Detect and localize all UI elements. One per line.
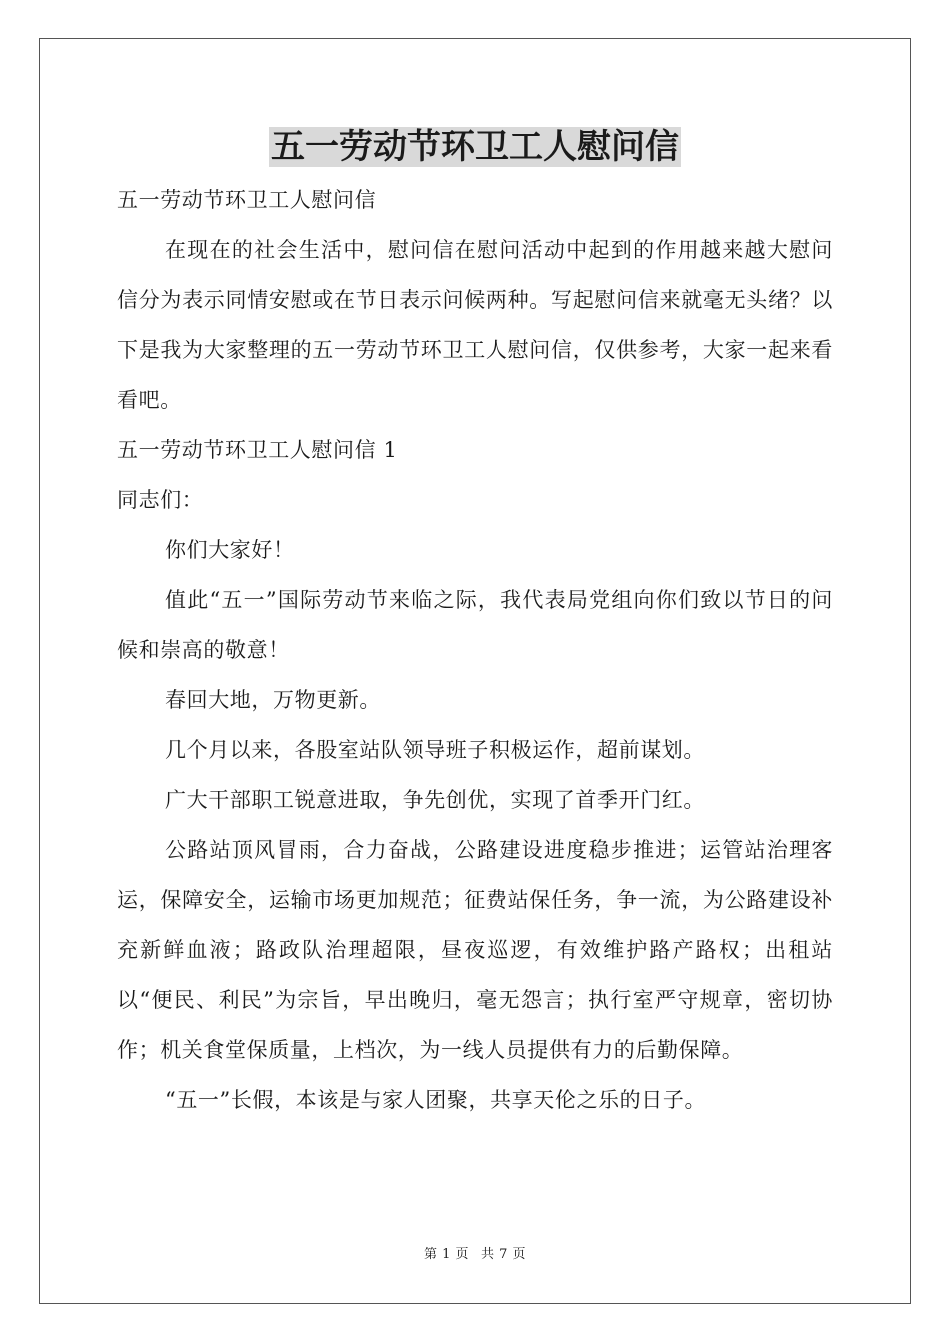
holiday-paragraph: “五一”长假，本该是与家人团聚，共享天伦之乐的日子。 <box>165 1088 707 1112</box>
page-number: 第 1 页 <box>423 1247 469 1262</box>
subtitle-paragraph: 五一劳动节环卫工人慰问信 <box>117 188 377 212</box>
page-footer <box>0 1246 950 1264</box>
departments-paragraph: 公路站顶风冒雨，合力奋战，公路建设进度稳步推进；运管站治理客运，保障安全，运输市场更加规范；征费站保任务，争一流，为公路建设补充新鲜血液；路政队治理超限，昼夜巡逻，有效维护路产路权；出租站以“便民、利民”为宗旨，早出晚归，毫无怨言；执行室严守规章，密切协作；机关食堂保质量，上档次，为一线人员提供有力的后勤保障。 <box>117 838 833 1062</box>
intro-paragraph: 在现在的社会生活中，慰问信在慰问活动中起到的作用越来越大慰问信分为表示同情安慰或在节日表示问候两种。写起慰问信来就毫无头绪？以下是我为大家整理的五一劳动节环卫工人慰问信，仅供参考，大家一起来看看吧。 <box>117 238 833 412</box>
holiday-greeting-paragraph: 值此“五一”国际劳动节来临之际，我代表局党组向你们致以节日的问候和崇高的敬意！ <box>117 588 833 662</box>
greeting-paragraph: 你们大家好！ <box>165 538 295 562</box>
salutation: 同志们： <box>117 488 204 512</box>
section-heading-1: 五一劳动节环卫工人慰问信 1 <box>117 438 398 462</box>
document-title <box>0 124 950 170</box>
leadership-paragraph: 几个月以来，各股室站队领导班子积极运作，超前谋划。 <box>165 738 705 762</box>
spring-paragraph: 春回大地，万物更新。 <box>165 688 381 712</box>
staff-paragraph: 广大干部职工锐意进取，争先创优，实现了首季开门红。 <box>165 788 705 812</box>
document-title-text: 五一劳动节环卫工人慰问信 <box>271 127 679 167</box>
document-body <box>117 175 833 1125</box>
page-total: 共 7 页 <box>481 1247 527 1262</box>
